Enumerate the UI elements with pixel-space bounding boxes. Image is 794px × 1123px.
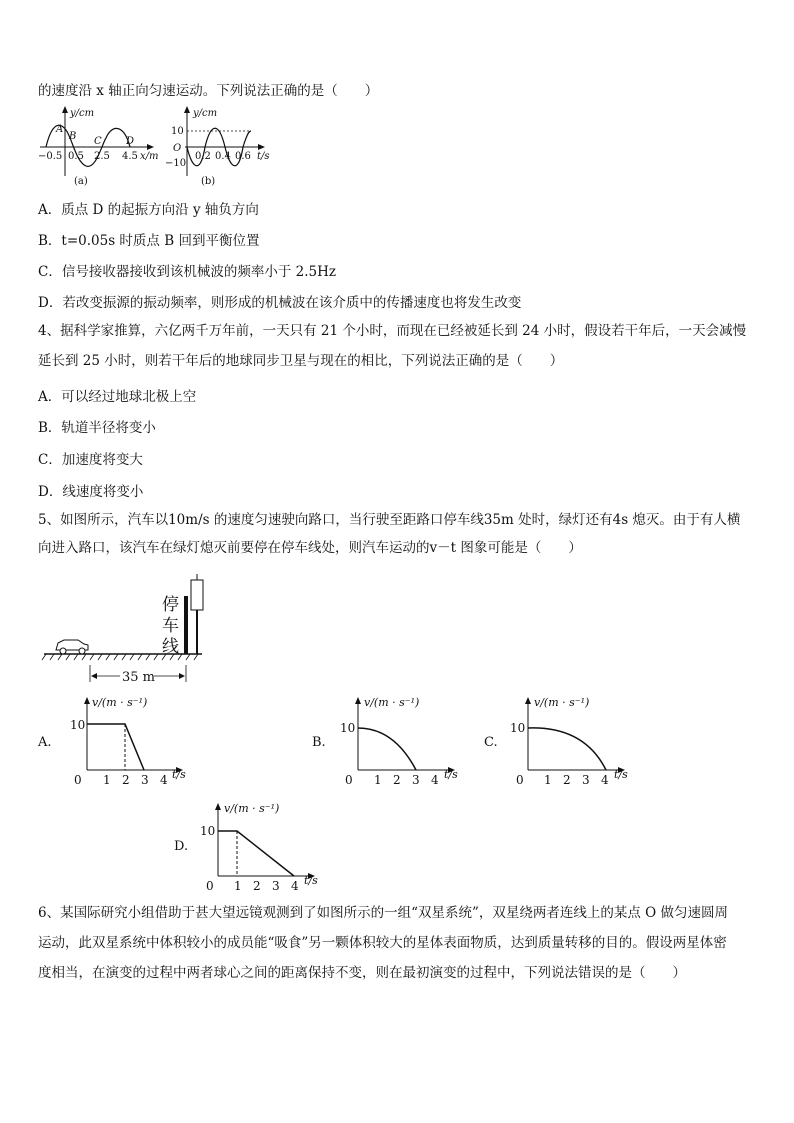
graph-c [484,692,644,788]
q5-stem-line2: 向进入路口，该汽车在绿灯熄灭前要停在停车线处，则汽车运动的v－t 图象可能是（ ） [38,540,582,556]
graph-d-tick: 3 [272,879,280,893]
point-c-label: C [94,136,102,147]
q4-option-b: B．轨道半径将变小 [38,420,156,436]
fig-a-tick: 2.5 [94,151,110,162]
graph-c-xlabel: t/s [614,768,628,781]
fig-a-caption: (a) [74,176,88,187]
q4-option-a: A．可以经过地球北极上空 [38,389,197,405]
q6-stem-line1: 6、某国际研究小组借助于甚大望远镜观测到了如图所示的一组“双星系统”，双星绕两者连线上的某点 O 做匀速圆周 [38,905,729,921]
fig-b-ytick: 10 [171,126,184,137]
fig-a-yunit: y/cm [70,108,95,119]
graph-a-tick: 4 [160,773,168,787]
graph-b-ylabel: v/(m · s⁻¹) [364,696,420,709]
graph-d-tick: 1 [234,879,242,893]
wave-figure-a [38,104,168,190]
option-c-label: C. [484,735,498,750]
q4-stem-line1: 4、据科学家推算，六亿两千万年前，一天只有 21 个小时，而现在已经被延长到 24 小时，假设若干年后，一天会减慢 [38,323,747,339]
q4-option-c: C．加速度将变大 [38,452,143,468]
fig-a-tick: 4.5 [122,151,138,162]
graph-b-tick: 1 [374,773,382,787]
fig-b-ytick: −10 [165,158,187,169]
option-d-label: D. [174,839,189,854]
graph-d [174,798,334,894]
fig-b-origin: O [173,143,182,154]
fig-a-tick: 0.5 [68,151,84,162]
graph-a-tick: 1 [103,773,111,787]
graph-b-v0: 10 [340,721,356,735]
fig-a-tick: −0.5 [38,151,63,162]
graph-d-tick: 4 [291,879,299,893]
fig-b-tick: 0.6 [235,151,251,162]
graph-a-xlabel: t/s [172,768,186,781]
option-b-label: B. [312,735,326,750]
graph-b-tick: 3 [412,773,420,787]
graph-c-tick: 4 [601,773,609,787]
q3-option-d: D．若改变振源的振动频率，则形成的机械波在该介质中的传播速度也将发生改变 [38,295,522,311]
graph-a-tick: 0 [74,773,82,787]
q4-option-d: D．线速度将变小 [38,484,144,500]
q4-stem-line2: 延长到 25 小时，则若干年后的地球同步卫星与现在的相比，下列说法正确的是（ ） [38,353,564,369]
graph-c-v0: 10 [510,721,526,735]
graph-b [312,692,472,788]
graph-c-tick: 1 [544,773,552,787]
q3-option-a: A．质点 D 的起振方向沿 y 轴负方向 [38,202,259,218]
graph-a [38,692,198,788]
graph-d-tick: 0 [206,879,214,893]
wave-figure-b [165,104,285,190]
graph-c-tick: 2 [563,773,571,787]
graph-c-tick: 0 [516,773,524,787]
q5-stem-line1: 5、如图所示，汽车以10m/s 的速度匀速驶向路口，当行驶至距路口停车线35m 处时，绿灯还有4s 熄灭。由于有人横 [38,512,741,528]
distance-label: 35 m [122,670,156,685]
fig-b-tick: 0.2 [195,151,211,162]
point-a-label: A [56,124,64,135]
graph-a-ylabel: v/(m · s⁻¹) [92,696,148,709]
car-icon [56,640,88,654]
graph-b-tick: 2 [393,773,401,787]
graph-d-v0: 10 [200,824,216,838]
q3-option-c: C．信号接收器接收到该机械波的频率小于 2.5Hz [38,264,336,280]
graph-d-ylabel: v/(m · s⁻¹) [224,802,280,815]
graph-d-tick: 2 [253,879,261,893]
graph-c-tick: 3 [582,773,590,787]
option-a-label: A. [38,735,52,750]
q3-option-b: B．t=0.05s 时质点 B 回到平衡位置 [38,233,260,249]
q3-stem: 的速度沿 x 轴正向匀速运动。下列说法正确的是（ ） [38,83,379,99]
road-scene [40,570,210,688]
graph-a-tick: 3 [141,773,149,787]
q6-stem-line3: 度相当，在演变的过程中两者球心之间的距离保持不变，则在最初演变的过程中，下列说法错误的是（ ） [38,965,686,981]
graph-d-xlabel: t/s [304,874,318,887]
traffic-light-icon [191,574,203,654]
point-d-label: D [126,136,135,147]
fig-a-xunit: x/m [140,151,159,162]
graph-c-ylabel: v/(m · s⁻¹) [534,696,590,709]
fig-b-yunit: y/cm [193,108,218,119]
point-b-label: B [69,131,77,142]
stop-sign-char: 车 [162,616,179,636]
q6-stem-line2: 运动，此双星系统中体积较小的成员能“吸食”另一颗体积较大的星体表面物质，达到质量转移的目的。假设两星体密 [38,935,727,951]
graph-a-tick: 2 [122,773,130,787]
stop-sign-char: 停 [162,595,179,615]
fig-b-caption: (b) [201,176,216,187]
graph-a-v0: 10 [70,718,86,732]
fig-b-tick: 0.4 [215,151,231,162]
graph-b-xlabel: t/s [444,768,458,781]
fig-b-xunit: t/s [257,151,270,162]
graph-b-tick: 0 [345,773,353,787]
stop-line [184,596,188,654]
stop-sign-char: 线 [162,637,179,657]
graph-b-tick: 4 [431,773,439,787]
